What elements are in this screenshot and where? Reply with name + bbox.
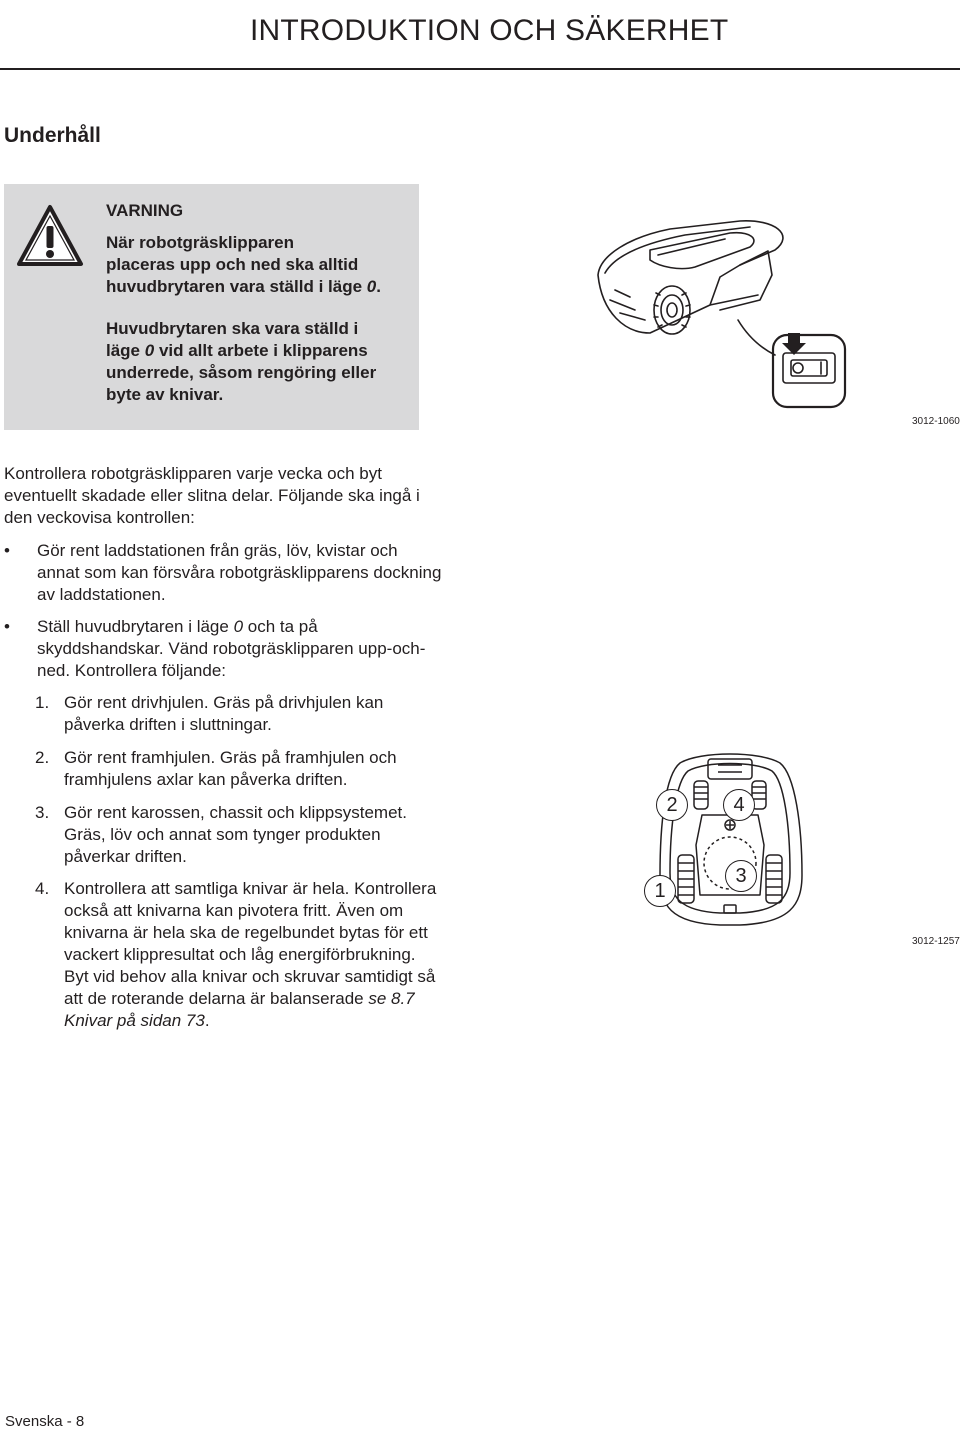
intro-paragraph xyxy=(4,463,479,529)
figure-1-code: 3012-1060 xyxy=(912,416,960,427)
figure-2-code: 3012-1257 xyxy=(912,936,960,947)
bullet-line: Gör rent laddstationen från gräs, löv, kvistar och xyxy=(37,541,398,560)
step-line: Gör rent framhjulen. Gräs på framhjulen och xyxy=(64,748,397,767)
step-line: Gör rent drivhjulen. Gräs på drivhjulen kan xyxy=(64,693,384,712)
bullet-line: ned. Kontrollera följande: xyxy=(37,661,227,680)
step-line: Knivar på sidan 73. xyxy=(64,1011,210,1030)
warning-paragraph-1 xyxy=(106,232,406,298)
warning-triangle-icon xyxy=(16,204,84,268)
header-divider xyxy=(0,68,960,70)
warning-line: byte av knivar. xyxy=(106,385,224,404)
intro-line: Kontrollera robotgräsklipparen varje vecka och byt xyxy=(4,464,382,483)
step-number: 4. xyxy=(35,879,50,898)
callout-3: 3 xyxy=(725,860,757,892)
step-line: Gör rent karossen, chassit och klippsystemet. xyxy=(64,803,407,822)
step-number: 1. xyxy=(35,693,50,712)
step-line: knivarna är hela ska de regelbundet bytas för ett xyxy=(64,923,428,942)
warning-line: När robotgräsklipparen xyxy=(106,233,294,252)
warning-line: huvudbrytaren vara ställd i läge 0. xyxy=(106,277,381,296)
callout-4: 4 xyxy=(723,789,755,821)
page-footer: Svenska - 8 xyxy=(5,1413,85,1430)
intro-line: den veckovisa kontrollen: xyxy=(4,508,195,527)
page-header-title: INTRODUKTION OCH SÄKERHET xyxy=(250,14,729,47)
mower-underside-illustration xyxy=(640,745,840,935)
bullet-mark: • xyxy=(4,617,10,636)
bullet-line: Ställ huvudbrytaren i läge 0 och ta på xyxy=(37,617,318,636)
step-line: att de roterande delarna är balanserade se 8.7 xyxy=(64,989,415,1008)
step-number: 2. xyxy=(35,748,50,767)
step-line: påverka driften i sluttningar. xyxy=(64,715,272,734)
step-line: också att knivarna kan pivotera fritt. Även om xyxy=(64,901,404,920)
step-line: påverkar driften. xyxy=(64,847,187,866)
section-title: Underhåll xyxy=(4,124,101,147)
step-line: vackert klippresultat och låg energiförbrukning. xyxy=(64,945,416,964)
bullet-mark: • xyxy=(4,541,10,560)
warning-line: placeras upp och ned ska alltid xyxy=(106,255,359,274)
callout-2: 2 xyxy=(656,789,688,821)
step-line: Byt vid behov alla knivar och skruvar samtidigt så xyxy=(64,967,436,986)
warning-line: läge 0 vid allt arbete i klipparens xyxy=(106,341,368,360)
bullet-line: annat som kan försvåra robotgräsklipparens dockning xyxy=(37,563,442,582)
warning-line: Huvudbrytaren ska vara ställd i xyxy=(106,319,359,338)
step-line: Kontrollera att samtliga knivar är hela. Kontrollera xyxy=(64,879,437,898)
bullet-line: skyddshandskar. Vänd robotgräsklipparen upp-och- xyxy=(37,639,426,658)
step-number: 3. xyxy=(35,803,50,822)
warning-heading: VARNING xyxy=(106,201,184,220)
warning-box xyxy=(4,184,419,430)
callout-1: 1 xyxy=(644,875,676,907)
intro-line: eventuellt skadade eller slitna delar. Följande ska ingå i xyxy=(4,486,420,505)
warning-paragraph-2 xyxy=(106,318,406,406)
step-line: Gräs, löv och annat som tynger produkten xyxy=(64,825,381,844)
step-line: framhjulens axlar kan påverka driften. xyxy=(64,770,348,789)
warning-line: underrede, såsom rengöring eller xyxy=(106,363,377,382)
bullet-line: av laddstationen. xyxy=(37,585,166,604)
mower-main-switch-illustration xyxy=(590,215,860,415)
